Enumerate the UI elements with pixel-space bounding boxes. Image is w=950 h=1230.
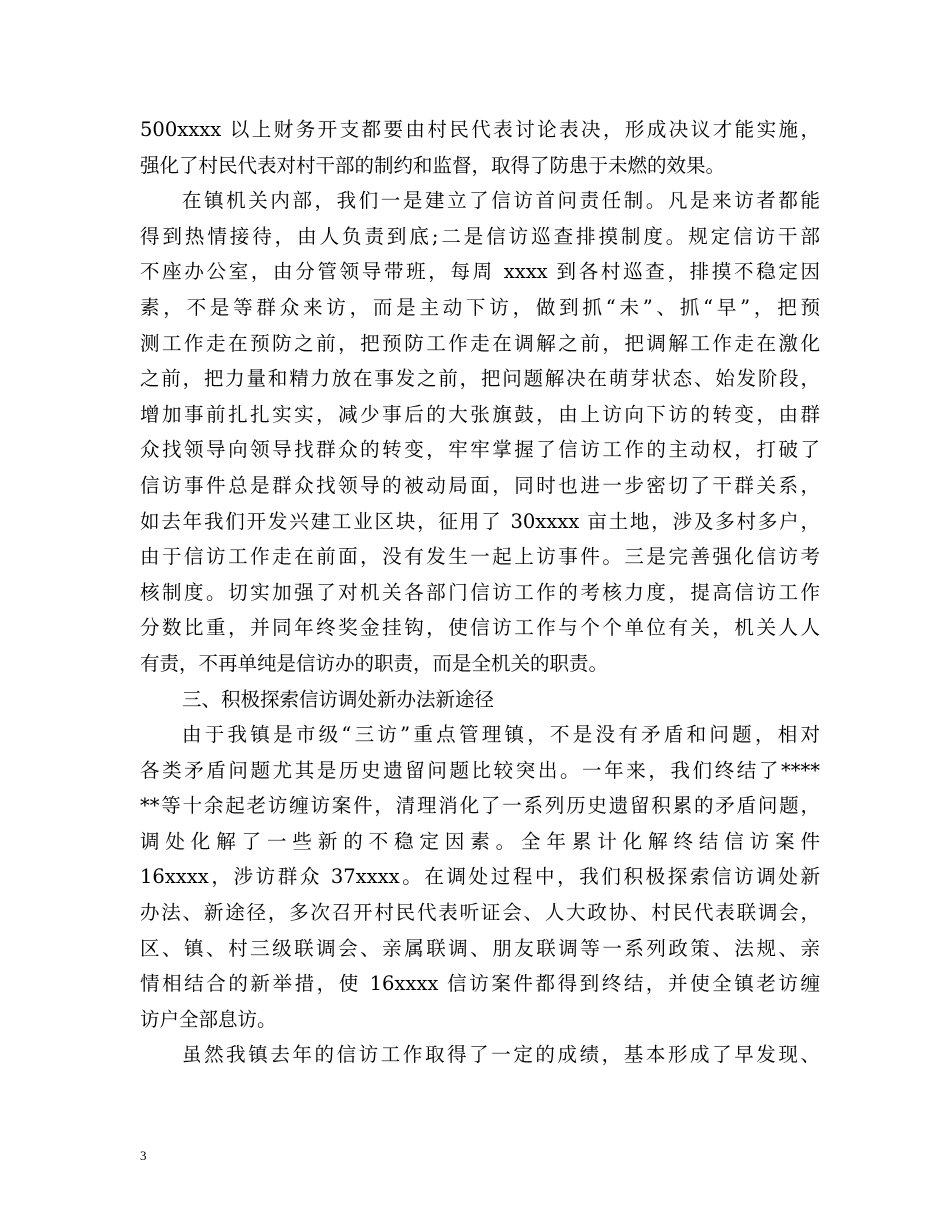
text-line: 有责，不再单纯是信访办的职责，而是全机关的职责。 [140, 651, 609, 675]
text-line: 不座办公室，由分管领导带班，每周 xxxx 到各村巡查，排摸不稳定因 [140, 260, 820, 284]
text-line: 16xxxx，涉访群众 37xxxx。在调处过程中，我们积极探索信访调处新 [140, 865, 820, 889]
text-line: 如去年我们开发兴建工业区块，征用了 30xxxx 亩土地，涉及多村多户， [140, 509, 820, 533]
text-line: 500xxxx 以上财务开支都要由村民代表讨论表决，形成决议才能实施， [140, 118, 820, 141]
text-line: 由于信访工作走在前面，没有发生一起上访事件。三是完善强化信访考 [140, 545, 820, 569]
text-line: 增加事前扎扎实实，减少事后的大张旗鼓，由上访向下访的转变，由群 [140, 402, 820, 426]
text-line: 强化了村民代表对村干部的制约和监督，取得了防患于未燃的效果。 [140, 153, 726, 177]
text-line: 访户全部息访。 [140, 1007, 277, 1031]
text-line: 之前，把力量和精力放在事发之前，把问题解决在萌芽状态、始发阶段， [140, 367, 820, 391]
body-text [140, 112, 820, 1073]
text-line: 测工作走在预防之前，把预防工作走在调解之前，把调解工作走在激化 [140, 331, 820, 355]
text-line: 由于我镇是市级“三访”重点管理镇，不是没有矛盾和问题，相对 [182, 723, 820, 747]
text-line: 分数比重，并同年终奖金挂钩，使信访工作与个个单位有关，机关人人 [140, 616, 820, 640]
text-line: 各类矛盾问题尤其是历史遗留问题比较突出。一年来，我们终结了**** [140, 758, 820, 782]
text-line: 素，不是等群众来访，而是主动下访，做到抓“未”、抓“早”，把预 [140, 295, 820, 319]
text-line: 虽然我镇去年的信访工作取得了一定的成绩，基本形成了早发现、 [182, 1043, 820, 1067]
section-heading: 三、积极探索信访调处新办法新途径 [182, 687, 495, 711]
page-number: 3 [140, 1148, 147, 1163]
text-line: 情相结合的新举措，使 16xxxx 信访案件都得到终结，并使全镇老访缠 [140, 972, 820, 996]
text-line: 信访事件总是群众找领导的被动局面，同时也进一步密切了干群关系， [140, 473, 820, 497]
text-line: 核制度。切实加强了对机关各部门信访工作的考核力度，提高信访工作 [140, 580, 820, 604]
text-line: 调处化解了一些新的不稳定因素。全年累计化解终结信访案件 [140, 829, 820, 853]
text-line: 办法、新途径，多次召开村民代表听证会、人大政协、村民代表联调会， [140, 901, 820, 925]
text-line: 在镇机关内部，我们一是建立了信访首问责任制。凡是来访者都能 [182, 189, 820, 213]
text-line: 众找领导向领导找群众的转变，牢牢掌握了信访工作的主动权，打破了 [140, 438, 820, 462]
text-line: **等十余起老访缠访案件，清理消化了一系列历史遗留积累的矛盾问题， [140, 794, 820, 818]
text-line: 区、镇、村三级联调会、亲属联调、朋友联调等一系列政策、法规、亲 [140, 936, 820, 960]
text-line: 得到热情接待，由人负责到底;二是信访巡查排摸制度。规定信访干部 [140, 224, 820, 248]
